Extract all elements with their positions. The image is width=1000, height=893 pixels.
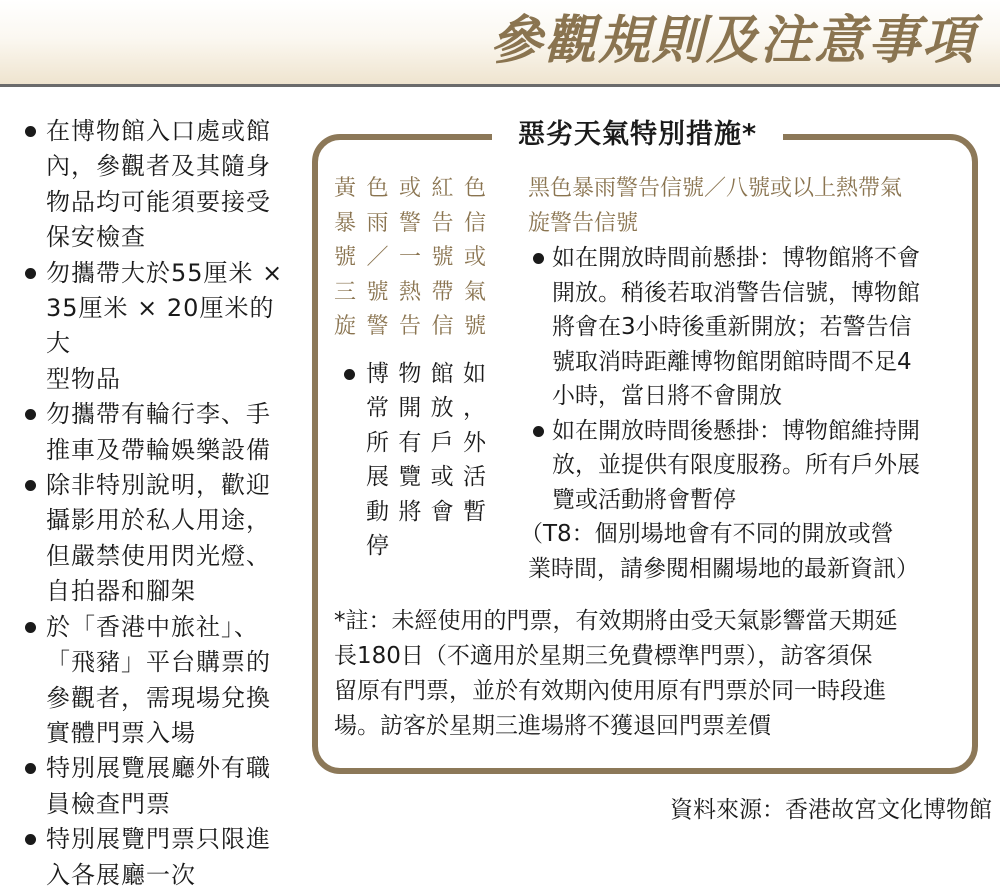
footnote-line: 場。訪客於星期三進場將不獲退回門票差價 [334,713,771,739]
heading-line: 黃色或紅色 [334,176,486,201]
rule-item [22,610,292,752]
bullet-icon [533,426,544,437]
item-line: 號取消時距離博物館閉館時間不足4 [552,348,912,375]
t8-note [520,517,968,586]
measure-item [528,241,968,414]
rule-item [22,397,292,468]
rule-line: 內，參觀者及其隨身 [46,152,271,181]
rule-line: 「飛豬」平台購票的 [46,648,271,677]
item-line: 停 [366,533,389,559]
heading-line: 旋警告信號 [334,314,486,339]
rule-line: 攝影用於私人用途， [46,506,271,535]
rules-list [22,114,292,893]
footnote-line: *註：未經使用的門票，有效期將由受天氣影響當天期延 [334,608,898,634]
footnote-line: 留原有門票，並於有效期內使用原有門票於同一時段進 [334,678,886,704]
rule-line: 但嚴禁使用閃光燈、 [46,541,271,570]
heading-line: 三號熱帶氣 [334,279,486,305]
measure-item [528,414,968,518]
rainstorm-yellow-red-column [334,172,486,564]
rule-line: 保安檢查 [46,223,146,252]
item-line: 如在開放時間前懸掛：博物館將不會 [552,245,920,271]
rule-line: 勿攜帶大於55厘米 × [46,258,284,287]
item-line: 博物館如 [366,360,486,387]
rule-item [22,468,292,610]
item-line: 所有戶外 [366,429,486,456]
rule-line: 特別展覽展廳外有職 [46,754,271,783]
rule-line: 勿攜帶有輪行李、手 [46,400,271,429]
weather-measures-title: 惡劣天氣特別措施* [492,116,783,154]
bullet-icon [533,253,544,264]
rule-line: 35厘米 × 20厘米的大 [46,294,275,358]
heading-line: 號／一號或 [334,245,486,270]
rule-line: 除非特別說明，歡迎 [46,471,271,500]
rule-item [22,822,292,893]
source-credit: 資料來源：香港故宮文化博物館 [670,797,992,823]
rule-line: 在博物館入口處或館 [46,117,271,145]
ticket-footnote [334,604,964,744]
rule-item [22,114,292,256]
measure-item [334,357,486,564]
rule-line: 員檢查門票 [46,789,171,818]
rule-line: 參觀者，需現場兌換 [46,683,271,712]
item-line: 小時，當日將不會開放 [552,383,782,409]
rule-line: 型物品 [46,364,121,393]
rule-line: 於「香港中旅社」、 [46,612,259,641]
rule-line: 物品均可能須要接受 [46,187,271,216]
heading-line: 黑色暴雨警告信號／八號或以上熱帶氣 [528,176,903,201]
bullet-icon [344,369,355,380]
item-line: 放，並提供有限度服務。所有戶外展 [552,452,920,478]
column-heading [334,172,486,345]
heading-line: 暴雨警告信 [334,210,486,236]
item-line: 將會在3小時後重新開放；若警告信 [552,314,912,340]
note-line: （T8：個別場地會有不同的開放或營 [520,521,894,547]
item-line: 展覽或活 [366,464,486,490]
rule-line: 特別展覽門票只限進 [46,825,271,854]
rule-line: 實體門票入場 [46,718,196,747]
rule-line: 入各展廳一次 [46,860,196,889]
item-line: 開放。稍後若取消警告信號，博物館 [552,279,920,306]
note-line: 業時間，請參閱相關場地的最新資訊） [528,555,919,582]
rule-line: 自拍器和腳架 [46,577,196,606]
rule-item [22,256,292,398]
item-line: 覽或活動將會暫停 [552,486,736,513]
rule-item [22,751,292,822]
header-divider [0,84,1000,87]
black-rainstorm-t8-column [520,172,968,586]
heading-line: 旋警告信號 [528,210,639,236]
column-heading [528,172,968,241]
item-line: 常開放， [366,395,486,421]
footnote-line: 長180日（不適用於星期三免費標準門票），訪客須保 [334,643,873,669]
item-line: 動將會暫 [366,498,486,525]
rule-line: 推車及帶輪娛樂設備 [46,435,271,464]
page-title: 參觀規則及注意事項 [489,10,976,71]
item-line: 如在開放時間後懸掛：博物館維持開 [552,417,920,444]
